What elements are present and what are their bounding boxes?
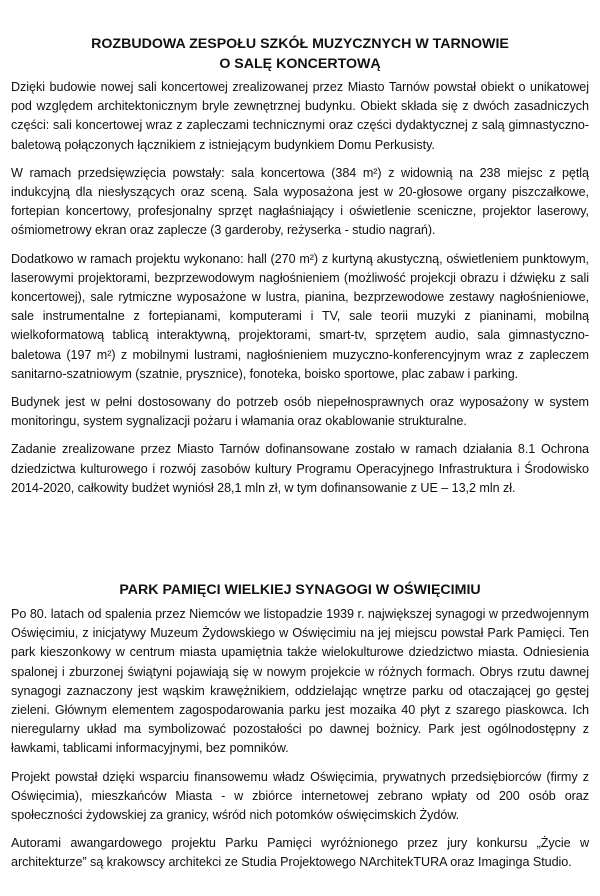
section-2-paragraph-3: Autorami awangardowego projektu Parku Pamięci wyróżnionego przez jury konkursu „Życie w architekturze” są krakowscy architekci ze Studia Projektowego NArchitekTURA oraz Imaginga Studio. [11,836,589,870]
section-2-paragraph-1: Po 80. latach od spalenia przez Niemców we listopadzie 1939 r. największej synagogi w przedwojennym Oświęcimiu, z inicjatywy Muzeum Żydowskiego w Oświęcimiu na jej miejscu powstał Park Pamięci. Ten park kieszonkowy w centrum miasta upamiętnia także wielokulturowe dziedzictwo miasta. Odniesienia spalonej i zburzonej świątyni pojawiają się w nowym projekcie w różnych formach. Obrys rzutu dawnej synagogi zaznaczony jest wąskim krawężnikiem, oddzielając wnętrze parku od otaczającej go gęstej zieleni. Głównym elementem zagospodarowania parku jest mozaika 40 płyt z szarego piaskowca. Ich nieregularny układ ma symbolizować pozostałości po dawnej bożnicy. Park jest ogólnodostępny z ławkami, tablicami informacyjnymi, bez pomników. [11,607,589,756]
section-1-paragraph-4: Budynek jest w pełni dostosowany do potrzeb osób niepełnosprawnych oraz wyposażony w system monitoringu, system sygnalizacji pożaru i włamania oraz okablowanie strukturalne. [11,395,589,429]
section-2-body [11,605,589,873]
section-1-title [11,34,589,74]
section-1-title-line-2: O SALĘ KONCERTOWĄ [219,56,381,72]
section-2-paragraph-2: Projekt powstał dzięki wsparciu finansowemu władz Oświęcimia, prywatnych przedsiębiorców (firmy z Oświęcimia), mieszkańców Miasta - w zbiórce internetowej zebrano wpłaty od 200 osób oraz społeczności żydowskiej za granicy, wśród nich potomków oświęcimskich Żydów. [11,769,589,823]
section-1-paragraph-2: W ramach przedsięwzięcia powstały: sala koncertowa (384 m²) z widownią na 238 miejsc z pętlą indukcyjną dla niesłyszących oraz sceną. Sala wyposażona jest w 20-głosowe organy piszczałkowe, fortepian koncertowy, profesjonalny sprzęt nagłaśniający i oświetlenie sceniczne, projektor laserowy, ośmiometrowy ekran oraz zaplecze (3 garderoby, reżyserka - studio nagrań). [11,165,589,238]
section-1-paragraph-5: Zadanie zrealizowane przez Miasto Tarnów dofinansowane zostało w ramach działania 8.1 Ochrona dziedzictwa kulturowego i rozwój zasobów kultury Programu Operacyjnego Infrastruktura i Środowisko 2014-2020, całkowity budżet wyniósł 28,1 mln zł, w tym dofinansowanie z UE – 13,2 mln zł. [11,442,589,495]
section-2-title: PARK PAMIĘCI WIELKIEJ SYNAGOGI W OŚWIĘCIMIU [119,582,481,598]
section-1-title-line-1: ROZBUDOWA ZESPOŁU SZKÓŁ MUZYCZNYCH W TARNOWIE [91,36,509,52]
section-1-body [11,78,589,498]
section-1-paragraph-1: Dzięki budowie nowej sali koncertowej zrealizowanej przez Miasto Tarnów powstał obiekt o unikatowej pod względem architektonicznym bryle zewnętrznej budynku. Obiekt składa się z dwóch zasadniczych części: sali koncertowej wraz z zapleczami technicznymi oraz części dydaktycznej z salą gimnastyczno-baletową połączonych łącznikiem z istniejącym budynkiem Domu Perkusisty. [11,80,589,152]
section-1-paragraph-3: Dodatkowo w ramach projektu wykonano: hall (270 m²) z kurtyną akustyczną, oświetleniem punktowym, laserowymi projektorami, bezprzewodowym nagłośnieniem (możliwość projekcji obrazu i dźwięku z sali koncertowej), sale rytmiczne wyposażone w lustra, pianina, bezprzewodowe zestawy nagłośnieniowe, sale instrumentalne z fortepianami, komputerami i TV, sale teorii muzyki z pianinami, mobilną wielkoformatową tablicą interaktywną, projektorami, smart-tv, sprzętem audio, sala gimnastyczno-baletowa (197 m²) z mobilnymi lustrami, nagłośnieniem muzyczno-konferencyjnym wraz z zapleczem sanitarno-szatniowym (szatnie, prysznice), fonoteka, boisko sportowe, plac zabaw i parking. [11,251,589,381]
